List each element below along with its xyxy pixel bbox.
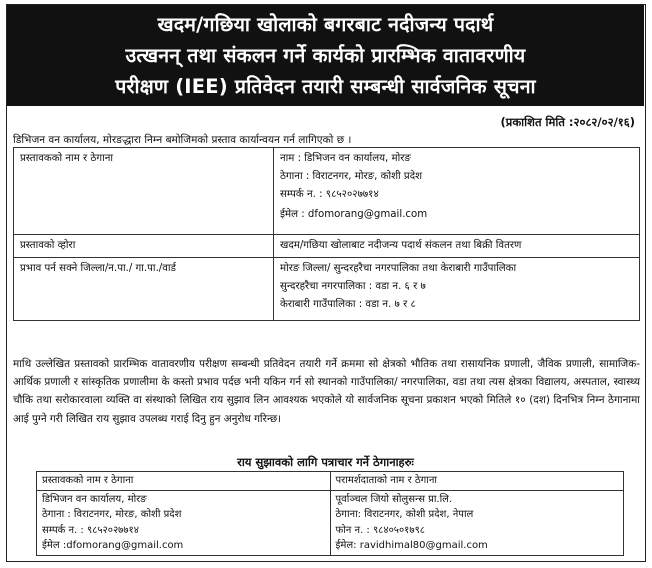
proposer-address-header: प्रस्तावकको नाम र ठेगाना xyxy=(37,472,331,491)
consultant-address-header: परामर्शदाताको नाम र ठेगाना xyxy=(330,472,624,491)
title-line-2: उत्खनन् तथा संकलन गर्ने कार्यको प्रारम्भिक वातावरणीय xyxy=(125,44,526,67)
table-row xyxy=(37,490,624,555)
consultant-contact-email: ईमेल: ravidhimal80@gmail.com xyxy=(335,540,488,551)
table-row xyxy=(14,148,640,235)
affected-area-label: प्रभाव पर्न सक्ने जिल्ला/न.पा./ गा.पा./वार्ड xyxy=(14,258,274,321)
proposer-contact: डिभिजन वन कार्यालय, मोरङ ठेगाना : विराटनगर, मोरङ, कोशी प्रदेश सम्पर्क न. : ९८५२०२७७१४ ईमेल :dfomorang@gmail.com xyxy=(37,490,331,555)
notice-body: माथि उल्लेखित प्रस्तावको प्रारम्भिक वातावरणीय परीक्षण सम्बन्धी प्रतिवेदन तयारी गर्ने क्रममा सो क्षेत्रको भौतिक तथा रासायनिक प्रणाली, जैविक प्रणाली, सामाजिक-आर्थिक प्रणाली र सांस्कृतिक प्रणालीमा के कस्तो प्रभाव पर्दछ भनी यकिन गर्न सो स्थानको गाउँपालिका/ नगरपालिका, वडा तथा त्यस क्षेत्रका विद्यालय, अस्पताल, स्वास्थ्य चौकि तथा सरोकारवाला व्यक्ति वा संस्थाको लिखित राय सुझाव लिन आवश्यक भएकोले यो सार्वजनिक सूचना प्रकाशन भएको मितिले १० (दश) दिनभित्र निम्न ठेगानामा आई पुग्ने गरी लिखित राय सुझाव उपलब्ध गराई दिनु हुन अनुरोध गरिन्छ। xyxy=(13,358,640,425)
table-row xyxy=(14,235,640,258)
affected-municipality-2: केराबारी गाउँपालिका : वडा न. ७ र ८ xyxy=(280,299,416,310)
publish-date: (प्रकाशित मिति :२०८२/०२/१६) xyxy=(500,115,635,129)
notice-title-banner xyxy=(7,5,644,106)
title-line-1: खदम/गछिया खोलाको बगरबाट नदीजन्य पदार्थ xyxy=(157,13,494,36)
affected-area-details xyxy=(274,258,640,321)
proposer-phone: सम्पर्क न. : ९८५२०२७७१४ xyxy=(280,189,379,200)
table-row xyxy=(37,472,624,491)
title-line-3: परीक्षण (IEE) प्रतिवेदन तयारी सम्बन्धी सार्वजनिक सूचना xyxy=(115,75,536,98)
proposal-table xyxy=(13,147,640,321)
intro-text: डिभिजन वन कार्यालय, मोरङद्धारा निम्न बमोजिमको प्रस्ताव कार्यान्वयन गर्न लागिएको छ । xyxy=(13,134,352,146)
consultant-contact: पूर्वाञ्चल जियो सोलुसन्स प्रा.लि. ठेगाना: विराटनगर, कोशी प्रदेश, नेपाल फोन न. : ९८४०५०१७९८ ईमेल: ravidhimal80@gmail.com xyxy=(330,490,624,555)
proposer-address: ठेगाना : विराटनगर, मोरङ, कोशी प्रदेश xyxy=(280,171,423,182)
table-row xyxy=(14,258,640,321)
proposer-contact-email: ईमेल :dfomorang@gmail.com xyxy=(42,540,184,551)
contact-address-table xyxy=(36,471,624,556)
proposer-email: ईमेल : dfomorang@gmail.com xyxy=(280,209,428,220)
proposal-value: खदम/गछिया खोलाबाट नदीजन्य पदार्थ संकलन तथा बिक्री वितरण xyxy=(274,235,640,258)
proposal-label: प्रस्तावको व्होरा xyxy=(14,235,274,258)
reply-heading: राय सुझावको लागि पत्राचार गर्ने ठेगानाहरुः xyxy=(237,455,414,469)
proposer-label: प्रस्तावकको नाम र ठेगाना xyxy=(14,148,274,235)
public-notice xyxy=(6,4,646,562)
proposer-name: नाम : डिभिजन वन कार्यालय, मोरङ xyxy=(280,153,411,164)
affected-municipality-1: सुन्दरहरैचा नगरपालिका : वडा न. ६ र ७ xyxy=(280,281,426,292)
affected-district: मोरङ जिल्ला/ सुन्दरहरैचा नगरपालिका तथा केराबारी गाउँपालिका xyxy=(280,263,517,274)
proposer-details xyxy=(274,148,640,235)
